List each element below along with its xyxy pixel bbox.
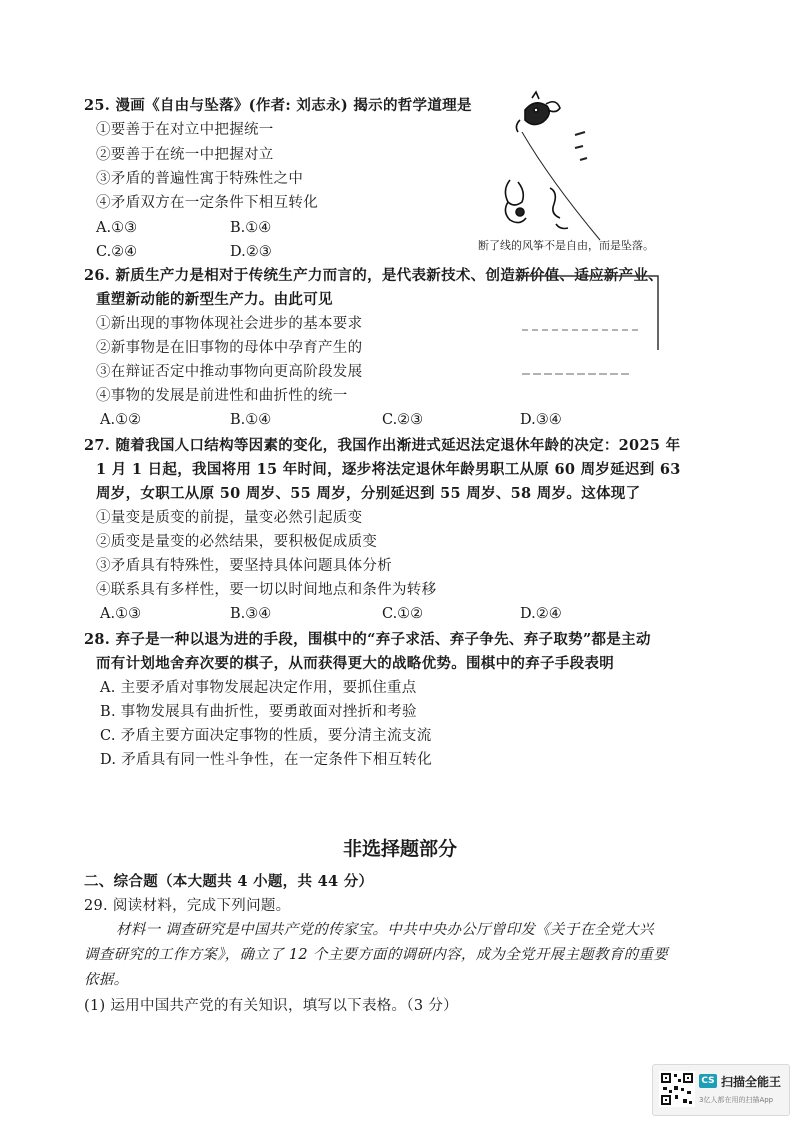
q26-item-3: ③在辩证否定中推动事物向更高阶段发展 — [96, 364, 363, 380]
q25-item-1: ①要善于在对立中把握统一 — [96, 122, 274, 138]
q26-option-c: C.②③ — [382, 412, 424, 428]
q28-stem-line-2: 而有计划地舍弃次要的棋子，从而获得更大的战略优势。围棋中的弃子手段表明 — [96, 655, 614, 672]
q29-material-line-1: 材料一 调查研究是中国共产党的传家宝。中共中央办公厅曾印发《关于在全党大兴 — [116, 922, 654, 938]
q27-option-c: C.①② — [382, 606, 424, 622]
q25-option-c: C.②④ — [96, 244, 138, 260]
q26-item-2: ②新事物是在旧事物的母体中孕育产生的 — [96, 340, 363, 356]
section-title: 非选择题部分 — [342, 838, 457, 860]
q27-option-d: D.②④ — [520, 606, 562, 622]
goldfish-kite-icon — [516, 92, 560, 132]
q27-item-4: ④联系具有多样性，要一切以时间地点和条件为转移 — [96, 582, 437, 598]
q27-item-1: ①量变是质变的前提，量变必然引起质变 — [96, 510, 363, 526]
q26-item-1: ①新出现的事物体现社会进步的基本要求 — [96, 316, 363, 332]
scanner-watermark — [652, 1064, 790, 1116]
q25-item-2: ②要善于在统一中把握对立 — [96, 147, 274, 163]
cartoon-caption: 断了线的风筝不是自由，而是坠落。 — [478, 239, 654, 252]
q26-option-d: D.③④ — [520, 412, 562, 428]
q25-option-d: D.②③ — [230, 244, 272, 260]
q25-stem: 25. 漫画《自由与坠落》(作者: 刘志永) 揭示的哲学道理是 — [84, 97, 472, 114]
q27-item-2: ②质变是量变的必然结果，要积极促成质变 — [96, 534, 378, 550]
q28-option-b: B. 事物发展具有曲折性，要勇敢面对挫折和考验 — [100, 704, 417, 720]
q29-material-line-3: 依据。 — [84, 972, 129, 988]
q26-option-b: B.①④ — [230, 412, 272, 428]
q27-stem-line-3: 周岁，女职工从原 50 周岁、55 周岁，分别延迟到 55 周岁、58 周岁。这体现了 — [96, 485, 641, 502]
scanner-app-name: 扫描全能王 — [721, 1075, 782, 1089]
q27-stem-line-2: 1 月 1 日起，我国将用 15 年时间，逐步将法定退休年龄男职工从原 60 周岁延迟到 63 — [96, 461, 681, 478]
q25-item-3: ③矛盾的普遍性寓于特殊性之中 — [96, 171, 304, 187]
q25-option-b: B.①④ — [230, 220, 272, 236]
q26-stem-line-1: 26. 新质生产力是相对于传统生产力而言的，是代表新技术、创造新价值、适应新产业、 — [84, 267, 664, 284]
scan-artifact-frame — [520, 270, 660, 378]
scanner-app-tagline: 3亿人都在用的扫描App — [699, 1096, 774, 1104]
q26-item-4: ④事物的发展是前进性和曲折性的统一 — [96, 388, 348, 404]
q27-item-3: ③矛盾具有特殊性，要坚持具体问题具体分析 — [96, 558, 392, 574]
q29-stem: 29. 阅读材料，完成下列问题。 — [84, 898, 291, 914]
q29-subquestion-1: (1) 运用中国共产党的有关知识，填写以下表格。（3 分） — [84, 998, 458, 1014]
q25-option-a: A.①③ — [96, 220, 138, 236]
cs-logo-icon: CS — [699, 1074, 717, 1088]
q28-option-d: D. 矛盾具有同一性斗争性，在一定条件下相互转化 — [100, 752, 433, 768]
part-heading: 二、综合题（本大题共 4 小题，共 44 分） — [84, 873, 374, 890]
q28-option-a: A. 主要矛盾对事物发展起决定作用，要抓住重点 — [100, 680, 417, 696]
q27-option-b: B.③④ — [230, 606, 272, 622]
q25-item-4: ④矛盾双方在一定条件下相互转化 — [96, 195, 318, 211]
q28-stem-line-1: 28. 弃子是一种以退为进的手段，围棋中的“弃子求活、弃子争先、弃子取势”都是主动 — [84, 631, 651, 648]
q27-stem-line-1: 27. 随着我国人口结构等因素的变化，我国作出渐进式延迟法定退休年龄的决定：2025 年 — [84, 437, 681, 454]
kite-string — [522, 132, 600, 240]
q26-option-a: A.①② — [100, 412, 142, 428]
q28-option-c: C. 矛盾主要方面决定事物的性质，要分清主流支流 — [100, 728, 432, 744]
kite-cartoon — [480, 90, 660, 260]
q27-option-a: A.①③ — [100, 606, 142, 622]
q29-material-line-2: 调查研究的工作方案》，确立了 12 个主要方面的调研内容，成为全党开展主题教育的重要 — [84, 947, 669, 963]
qr-code-icon — [659, 1071, 695, 1107]
q26-stem-line-2: 重塑新动能的新型生产力。由此可见 — [96, 291, 333, 308]
